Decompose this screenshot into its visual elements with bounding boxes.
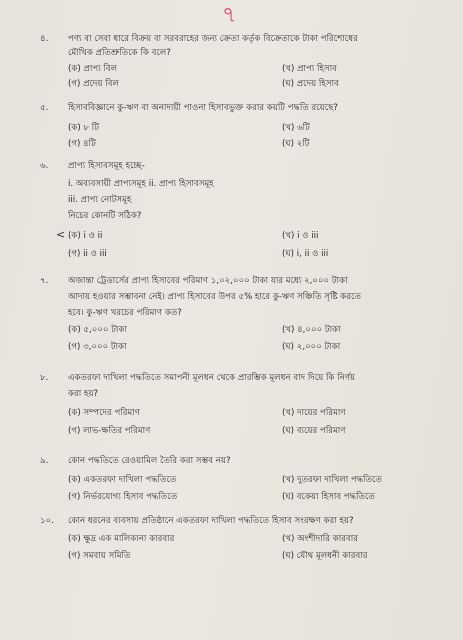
option-gha: (ঘ) ২,০০০ টাকা	[282, 342, 341, 352]
question-text-line: পণ্য বা সেবা ধারে বিক্রয় বা সরবরাহের জন্য ক্রেতা কর্তৃক বিক্রেতাকে টাকা পরিশোধের	[68, 34, 358, 44]
option-gha: (ঘ) i, ii ও iii	[282, 249, 329, 259]
option-gha: (ঘ) যৌথ মূলধনী কারবার	[282, 551, 368, 561]
question-number: ৭.	[40, 276, 49, 286]
question-text-line: প্রাপ্য হিসাবসমূহ হচ্ছে-	[68, 161, 145, 171]
question-number: ৮.	[40, 373, 49, 383]
option-ka: (ক) i ও ii	[68, 231, 103, 241]
option-ka: (ক) প্রাপ্য বিল	[68, 64, 118, 74]
statement-line: নিচের কোনটি সঠিক?	[68, 211, 142, 221]
option-gha: (ঘ) বকেয়া হিসাব পদ্ধতিতে	[282, 492, 375, 502]
question-number: ৬.	[40, 161, 49, 171]
question-text-line: করা হয়?	[68, 389, 99, 399]
option-ka: (ক) ৫,০০০ টাকা	[68, 325, 127, 335]
question-text-line: মৌখিক প্রতিশ্রুতিকে কি বলে?	[68, 48, 171, 58]
question-number: ৪.	[40, 34, 49, 44]
statement-line: i. অব্যবসায়ী প্রাপ্যসমূহ ii. প্রাপ্য হিসাবসমূহ	[68, 179, 214, 189]
statement-line: iii. প্রাপ্য নোটসমূহ	[68, 195, 132, 205]
option-ga: (গ) ৪টি	[68, 139, 96, 149]
option-ka: (ক) ক্ষুদ্র এক মালিকানা কারবার	[68, 534, 175, 544]
option-ka: (ক) সম্পদের পরিমাণ	[68, 408, 140, 418]
question-text-line: অজান্তা ট্রেডার্সের প্রাপ্য হিসাবের পরিমাণ ১,০২,০০০ টাকা যার মধ্যে ২,০০০ টাকা	[68, 276, 348, 286]
option-ka: (ক) একতরফা দাখিলা পদ্ধতিতে	[68, 475, 177, 485]
option-ga: (গ) প্রদেয় বিল	[68, 79, 119, 89]
question-text-line: হিসাববিজ্ঞানে কু-ঋণ বা অনাদায়ী পাওনা হিসাবভুক্ত করার কয়টি পদ্ধতি রয়েছে?	[68, 103, 338, 113]
question-text-line: হবে। কু-ঋণ খরচের পরিমাণ কত?	[68, 308, 182, 318]
handwritten-answer-mark: <	[56, 228, 66, 241]
option-gha: (ঘ) ব্যয়ের পরিমাণ	[282, 426, 346, 436]
option-ga: (গ) সমবায় সমিতি	[68, 551, 131, 561]
question-number: ১০.	[40, 516, 54, 526]
option-ga: (গ) ৩,০০০ টাকা	[68, 342, 127, 352]
question-number: ৯.	[40, 456, 49, 466]
option-ga: (গ) ii ও iii	[68, 249, 107, 259]
question-text-line: একতরফা দাখিলা পদ্ধতিতে সমাপনী মূলধন থেকে প্রারম্ভিক মূলধন বাদ দিয়ে কি নির্ণয়	[68, 373, 356, 383]
option-kha: (খ) অংশীদারি কারবার	[282, 534, 358, 544]
option-ga: (গ) নির্ভরযোগ্য হিসাব পদ্ধতিতে	[68, 492, 178, 502]
question-text-line: আদায় হওয়ার সম্ভাবনা নেই। প্রাপ্য হিসাবের উপর ৫% হারে কু-ঋণ সঞ্চিতি সৃষ্টি করতে	[68, 292, 361, 302]
option-kha: (খ) দুতরফা দাখিলা পদ্ধতিতে	[282, 475, 382, 485]
option-kha: (খ) ৬টি	[282, 123, 310, 133]
question-text-line: কোন পদ্ধতিতে রেওয়ামিল তৈরি করা সম্ভব নয়?	[68, 456, 231, 466]
option-kha: (খ) প্রাপ্য হিসাব	[282, 64, 337, 74]
question-text-line: কোন ধরনের ব্যবসায় প্রতিষ্ঠানে একতরফা দাখিলা পদ্ধতিতে হিসাব সংরক্ষণ করা হয়?	[68, 516, 354, 526]
option-gha: (ঘ) প্রদেয় হিসাব	[282, 79, 339, 89]
question-number: ৫.	[40, 103, 49, 113]
option-kha: (খ) দায়ের পরিমাণ	[282, 408, 346, 418]
option-ka: (ক) ৮ টি	[68, 123, 99, 133]
option-gha: (ঘ) ২টি	[282, 139, 310, 149]
option-ga: (গ) লাভ-ক্ষতির পরিমাণ	[68, 426, 151, 436]
option-kha: (খ) i ও iii	[282, 231, 319, 241]
option-kha: (খ) ৪,০০০ টাকা	[282, 325, 341, 335]
handwritten-page-number: ৭	[222, 3, 237, 28]
